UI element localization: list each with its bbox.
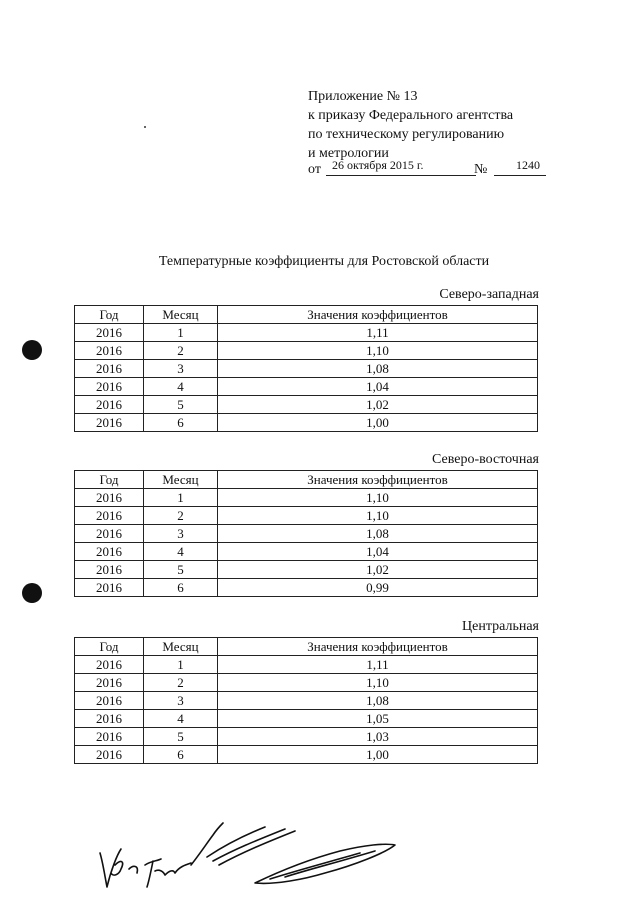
cell-value: 1,11 <box>218 324 538 342</box>
scan-speck <box>144 126 146 128</box>
cell-month: 3 <box>144 692 218 710</box>
cell-month: 6 <box>144 579 218 597</box>
cell-year: 2016 <box>75 561 144 579</box>
table-row <box>75 507 538 525</box>
cell-year: 2016 <box>75 396 144 414</box>
cell-month: 5 <box>144 561 218 579</box>
cell-month: 6 <box>144 414 218 432</box>
cell-value: 1,03 <box>218 728 538 746</box>
cell-value: 1,10 <box>218 674 538 692</box>
table-row <box>75 525 538 543</box>
appendix-line-1: Приложение № 13 <box>308 89 418 104</box>
table-header-row <box>75 638 538 656</box>
header-value: Значения коэффициентов <box>218 306 538 324</box>
cell-year: 2016 <box>75 710 144 728</box>
coefficients-table-northwest <box>74 305 538 432</box>
cell-year: 2016 <box>75 378 144 396</box>
table-row <box>75 414 538 432</box>
header-month: Месяц <box>144 306 218 324</box>
cell-month: 1 <box>144 324 218 342</box>
cell-value: 1,08 <box>218 692 538 710</box>
order-date: 26 октября 2015 г. <box>326 158 476 176</box>
cell-year: 2016 <box>75 360 144 378</box>
table-row <box>75 692 538 710</box>
header-year: Год <box>75 306 144 324</box>
cell-value: 1,05 <box>218 710 538 728</box>
cell-year: 2016 <box>75 692 144 710</box>
cell-year: 2016 <box>75 656 144 674</box>
coefficients-table-central <box>74 637 538 764</box>
table-row <box>75 746 538 764</box>
table-row <box>75 710 538 728</box>
cell-value: 1,10 <box>218 507 538 525</box>
table-header-row <box>75 306 538 324</box>
header-value: Значения коэффициентов <box>218 471 538 489</box>
cell-month: 5 <box>144 728 218 746</box>
cell-value: 1,08 <box>218 525 538 543</box>
handwritten-signature <box>95 815 405 895</box>
order-date-line <box>308 158 548 178</box>
header-year: Год <box>75 471 144 489</box>
table-row <box>75 561 538 579</box>
cell-value: 1,04 <box>218 543 538 561</box>
table-row <box>75 674 538 692</box>
cell-value: 1,00 <box>218 414 538 432</box>
header-month: Месяц <box>144 471 218 489</box>
coefficients-table-northeast <box>74 470 538 597</box>
cell-value: 0,99 <box>218 579 538 597</box>
cell-value: 1,00 <box>218 746 538 764</box>
table-row <box>75 324 538 342</box>
cell-year: 2016 <box>75 414 144 432</box>
header-month: Месяц <box>144 638 218 656</box>
cell-month: 2 <box>144 342 218 360</box>
table-row <box>75 579 538 597</box>
table-row <box>75 656 538 674</box>
cell-year: 2016 <box>75 489 144 507</box>
cell-value: 1,08 <box>218 360 538 378</box>
table-row <box>75 489 538 507</box>
cell-month: 1 <box>144 489 218 507</box>
cell-year: 2016 <box>75 579 144 597</box>
cell-month: 2 <box>144 507 218 525</box>
cell-month: 5 <box>144 396 218 414</box>
cell-year: 2016 <box>75 543 144 561</box>
cell-value: 1,04 <box>218 378 538 396</box>
cell-month: 4 <box>144 543 218 561</box>
cell-value: 1,11 <box>218 656 538 674</box>
header-year: Год <box>75 638 144 656</box>
cell-month: 4 <box>144 710 218 728</box>
cell-month: 2 <box>144 674 218 692</box>
cell-year: 2016 <box>75 342 144 360</box>
cell-year: 2016 <box>75 525 144 543</box>
header-value: Значения коэффициентов <box>218 638 538 656</box>
cell-month: 4 <box>144 378 218 396</box>
cell-value: 1,10 <box>218 489 538 507</box>
table-row <box>75 728 538 746</box>
cell-value: 1,02 <box>218 396 538 414</box>
binder-hole <box>22 583 42 603</box>
table-row <box>75 342 538 360</box>
order-number: 1240 <box>494 158 546 176</box>
cell-month: 1 <box>144 656 218 674</box>
region-label-central: Центральная <box>462 619 539 634</box>
cell-year: 2016 <box>75 674 144 692</box>
date-prefix: от <box>308 162 321 177</box>
cell-year: 2016 <box>75 728 144 746</box>
binder-hole <box>22 340 42 360</box>
table-row <box>75 543 538 561</box>
table-row <box>75 396 538 414</box>
region-label-northeast: Северо-восточная <box>432 452 539 467</box>
cell-year: 2016 <box>75 324 144 342</box>
cell-value: 1,10 <box>218 342 538 360</box>
cell-month: 3 <box>144 360 218 378</box>
table-row <box>75 360 538 378</box>
region-label-northwest: Северо-западная <box>439 287 539 302</box>
cell-value: 1,02 <box>218 561 538 579</box>
cell-month: 3 <box>144 525 218 543</box>
appendix-line-4: и метрологии <box>308 146 389 161</box>
table-row <box>75 378 538 396</box>
cell-month: 6 <box>144 746 218 764</box>
cell-year: 2016 <box>75 507 144 525</box>
appendix-block <box>308 87 513 163</box>
appendix-line-2: к приказу Федерального агентства <box>308 108 514 123</box>
appendix-line-3: по техническому регулированию <box>308 127 505 142</box>
table-header-row <box>75 471 538 489</box>
document-title: Температурные коэффициенты для Ростовской области <box>158 254 490 269</box>
cell-year: 2016 <box>75 746 144 764</box>
number-sign: № <box>474 162 488 177</box>
